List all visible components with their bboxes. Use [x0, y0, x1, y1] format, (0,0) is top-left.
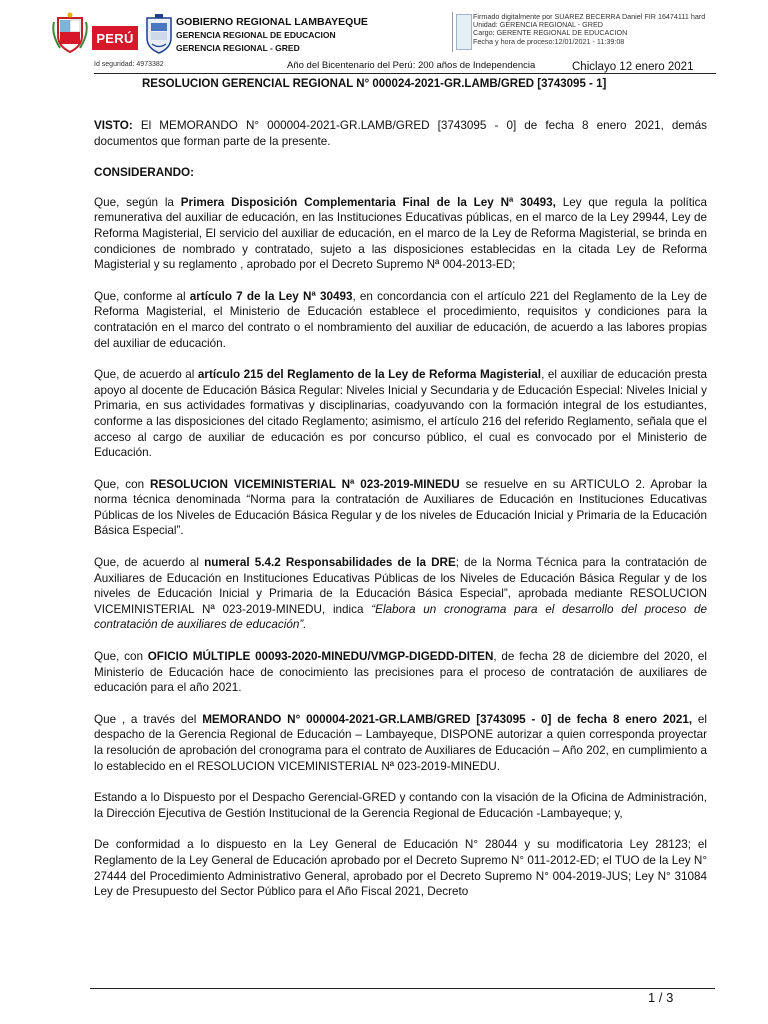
signature-line-4: Fecha y hora de proceso:12/01/2021 - 11:39:08 [473, 36, 625, 46]
government-header-text [176, 16, 368, 55]
document-body [94, 118, 707, 916]
security-id: Id seguridad: 4973382 [94, 61, 164, 68]
paragraph-9: De conformidad a lo dispuesto en la Ley General de Educación N° 28044 y su modificatoria Ley 28123; el Reglamento de la Ley General de Educación aprobado por el Decreto Supremo N° 011-2012-ED; el TUO de la Ley N° 27444 del Procedimiento Administrativo General, aprobado por el Decreto Supremo N° 004-2019-JUS; Ley N° 31084 Ley de Presupuesto del Sector Público para el Año Fiscal 2021, Decreto [94, 838, 707, 899]
p3-text-a: Que, de acuerdo al [94, 368, 198, 382]
visto-paragraph [94, 118, 707, 149]
p7-text-a: Que , a través del [94, 712, 203, 726]
paragraph-7 [94, 712, 707, 774]
p6-text-b: OFICIO MÚLTIPLE 00093-2020-MINEDU/VMGP-DIGEDD-DITEN [147, 650, 494, 664]
p6-text-a: Que, con [94, 650, 148, 664]
gov-line-3: GERENCIA REGIONAL - GRED [176, 43, 300, 53]
peru-brand-badge [92, 26, 138, 50]
page-number: 1 / 3 [648, 990, 674, 1005]
gov-line-2: GERENCIA REGIONAL DE EDUCACION [176, 30, 336, 40]
p2-text-a: Que, conforme al [94, 289, 190, 303]
signature-line-2: Unidad: GERENCIA REGIONAL - GRED [473, 20, 603, 30]
national-shield-icon [52, 12, 88, 54]
p7-text-c: el despacho de la Gerencia Regional de Educación – Lambayeque, DISPONE autorizar a quien corresponda proyectar la resolución de aprobación del cronograma para el contrato de Auxiliares de Educación – Año 202, en cumplimiento a lo establecido en el RESOLUCION VICEMINISTERIAL Nª 023-2019-MINEDU. [94, 712, 707, 773]
paragraph-6 [94, 649, 707, 696]
p1-text-a: Que, según la [94, 195, 181, 209]
p1-text-c: Ley que regula la política remunerativa del auxiliar de educación, en las Instituciones Educativas públicas, en el marco de la Ley 29944, Ley de Reforma Magisterial, El servicio del auxiliar de educación, en el marco de la Ley de Reforma Magisterial, se brinda en condiciones de nombrado y contratado, sujeto a las disposiciones establecidas en la citada Ley de Reforma Magisterial y su reglamento , aprobado por el Decreto Supremo Nª 004-2013-ED; [94, 195, 707, 272]
p5-text-d: “Elabora un cronograma para el desarrollo del proceso de contratación de auxiliares de educación”. [94, 602, 707, 632]
considerando-heading: CONSIDERANDO: [94, 166, 194, 180]
p6-text-c: , de fecha 28 de diciembre del 2020, el Ministerio de Educación hace de conocimiento las precisiones para el proceso de contratación de auxiliares de educación para el año 2021. [94, 650, 707, 695]
paragraph-5 [94, 555, 707, 633]
gov-line-1: GOBIERNO REGIONAL LAMBAYEQUE [176, 16, 368, 28]
p1-text-b: Primera Disposición Complementaria Final de la Ley Nª 30493, [180, 195, 556, 209]
paragraph-4 [94, 477, 707, 539]
signature-line-3: Cargo: GERENTE REGIONAL DE EDUCACION [473, 28, 628, 38]
p2-text-c: , en concordancia con el artículo 221 del Reglamento de la Ley de Reforma Magisterial, el Ministerio de Educación establece el procedimiento, requisitos y condiciones para la contratación en el marco del contrato o el nombramiento del auxiliar de educación, de acuerdo a las labores propias del auxiliar de educación. [94, 289, 707, 350]
year-motto: Año del Bicentenario del Perú: 200 años de Independencia [287, 60, 536, 71]
p4-text-c: se resuelve en su ARTICULO 2. Aprobar la norma técnica denominada “Norma para la contratación de Auxiliares de Educación en Instituciones Educativas Públicas de los Niveles de Educación Básica Regular y de los niveles de Educación Inicial y Primaria de la Educación Básica Especial”. [94, 477, 707, 538]
visto-text: El MEMORANDO N° 000004-2021-GR.LAMB/GRED [3743095 - 0] de fecha 8 enero 2021, demás documentos que forman parte de la presente. [94, 119, 707, 148]
p5-text-b: numeral 5.4.2 Responsabilidades de la DRE [204, 556, 456, 570]
p5-text-c: ; de la Norma Técnica para la contratación de Auxiliares de Educación en Instituciones Educativas Públicas de los Niveles de Educación Básica Regular y de los niveles de Educación Inicial y Primaria de la Educación Básica Especial”, aprobada mediante RESOLUCION VICEMINISTERIAL Nª 023-2019-MINEDU, indica [94, 556, 707, 616]
resolution-title: RESOLUCION GERENCIAL REGIONAL N° 000024-2021-GR.LAMB/GRED [3743095 - 1] [142, 78, 607, 90]
peru-brand-label: PERÚ [96, 30, 134, 46]
p4-text-a: Que, con [94, 477, 151, 491]
signature-text [473, 13, 705, 46]
p2-text-b: artículo 7 de la Ley Nª 30493 [189, 289, 353, 303]
p4-text-b: RESOLUCION VICEMINISTERIAL Nª 023-2019-MINEDU [150, 477, 460, 491]
paragraph-3 [94, 367, 707, 461]
place-date: Chiclayo 12 enero 2021 [572, 61, 694, 73]
regional-government-logo-icon [144, 14, 174, 54]
p3-text-b: artículo 215 del Reglamento de la Ley de Reforma Magisterial [197, 368, 542, 382]
paragraph-1 [94, 195, 707, 273]
p5-text-a: Que, de acuerdo al [94, 556, 205, 570]
p7-text-b: MEMORANDO N° 000004-2021-GR.LAMB/GRED [3743095 - 0] de fecha 8 enero 2021, [202, 712, 693, 726]
header-divider [94, 73, 716, 74]
signature-logo-icon [456, 14, 472, 50]
paragraph-2 [94, 289, 707, 351]
footer-divider [90, 988, 715, 989]
paragraph-8: Estando a lo Dispuesto por el Despacho Gerencial-GRED y contando con la visación de la Oficina de Administración, la Dirección Ejecutiva de Gestión Institucional de la Gerencia Regional de Educación -Lambayeque; y, [94, 791, 707, 820]
signature-line-1: Firmado digitalmente por SUAREZ BECERRA Daniel FIR 16474111 hard [473, 12, 706, 21]
digital-signature-stamp [452, 12, 753, 52]
visto-label: VISTO: [94, 119, 133, 132]
p3-text-c: , el auxiliar de educación presta apoyo al docente de Educación Básica Regular: Niveles Inicial y Secundaria y de Educación Especial: Niveles Inicial y Primaria, en sus actividades formativas y disciplinarias, coadyuvando con la formación integral de los estudiantes, conforme a las disposiciones del citado Reglamento; asimismo, el artículo 216 del referido Reglamento, señala que el acceso al cargo de auxiliar de educación es por concurso público, el cual es convocado por el Ministerio de Educación. [94, 368, 707, 460]
